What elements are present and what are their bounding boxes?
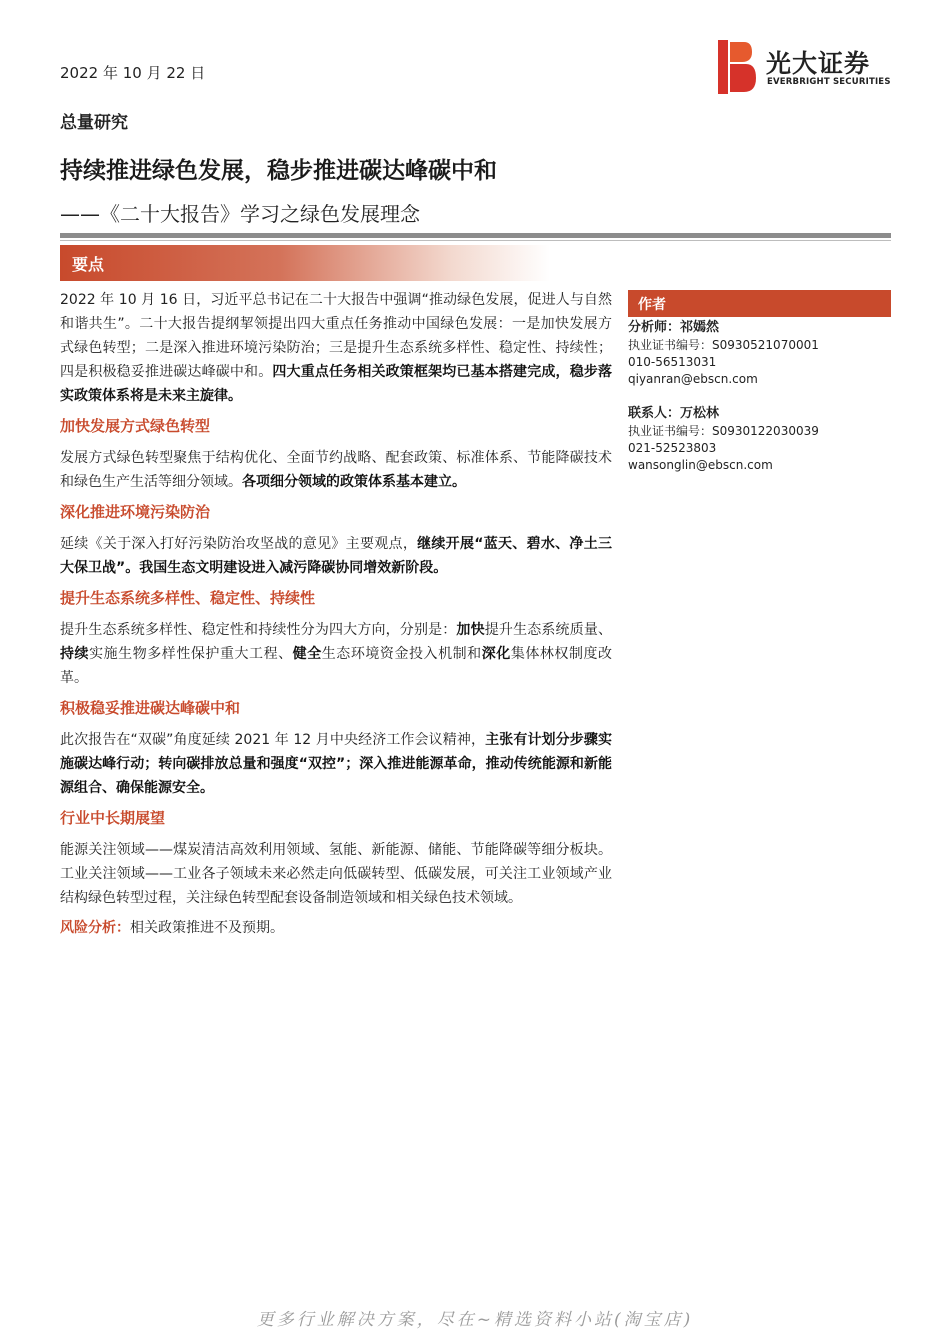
report-subtitle: ——《二十大报告》学习之绿色发展理念 — [60, 202, 420, 226]
section-text: 实施生物多样性保护重大工程、 — [89, 646, 293, 662]
section-emphasis: 加快 — [456, 622, 485, 638]
section-text: 发展方式绿色转型聚焦于结构优化、全面节约战略、配套政策、标准体系、节能降碳技术和绿色生产生活等细分领域。 — [60, 450, 612, 490]
footer-watermark: 更多行业解决方案，尽在~精选资料小站(淘宝店) — [256, 1310, 694, 1330]
key-points-banner — [60, 245, 550, 281]
logo-text-cn: 光大证券 — [766, 49, 871, 78]
section-paragraph-carbon-neutrality — [60, 728, 612, 800]
section-title-green-transition: 加快发展方式绿色转型 — [60, 417, 211, 435]
author-banner — [628, 290, 891, 317]
risk-paragraph — [60, 916, 612, 940]
section-title-carbon-neutrality: 积极稳妥推进碳达峰碳中和 — [60, 699, 241, 717]
section-text: 延续《关于深入打好污染防治攻坚战的意见》主要观点， — [60, 536, 418, 552]
report-category: 总量研究 — [60, 113, 128, 133]
report-date: 2022 年 10 月 22 日 — [60, 64, 206, 82]
section-emphasis: 主张有计划分步骤实施碳达峰行动；转向碳排放总量和强度“双控”；深入推进能源革命，推动传统能源和新能源组合、确保能源安全。 — [60, 732, 613, 796]
section-emphasis: 深化 — [481, 646, 511, 662]
section-text: 生态环境资金投入机制和 — [321, 646, 482, 662]
report-title: 持续推进绿色发展，稳步推进碳达峰碳中和 — [60, 158, 497, 184]
company-logo — [718, 40, 893, 96]
section-emphasis: 健全 — [292, 646, 322, 662]
analyst-block — [628, 318, 891, 388]
author-label: 作者 — [638, 297, 666, 313]
section-emphasis: 继续开展“蓝天、碧水、净土三大保卫战”。我国生态文明建设进入减污降碳协同增效新阶段。 — [60, 536, 613, 576]
intro-emphasis: 四大重点任务相关政策框架均已基本搭建完成，稳步落实政策体系将是未来主旋律。 — [60, 364, 613, 404]
contact-phone: 021-52523803 — [628, 441, 717, 455]
section-emphasis: 持续 — [60, 646, 90, 662]
section-text: 提升生态系统质量、 — [484, 622, 613, 638]
section-paragraph-ecosystem — [60, 618, 612, 690]
intro-text: 2022 年 10 月 16 日，习近平总书记在二十大报告中强调“推动绿色发展，促进人与自然和谐共生”。二十大报告提纲挈领提出四大重点任务推动中国绿色发展：一是加快发展方式绿色转型；二是深入推进环境污染防治；三是提升生态系统多样性、稳定性、持续性；四是积极稳妥推进碳达峰碳中和。 — [60, 292, 612, 380]
section-title-outlook: 行业中长期展望 — [60, 809, 166, 827]
contact-block — [628, 404, 891, 474]
analyst-cert: 执业证书编号：S0930521070001 — [628, 338, 819, 352]
header-divider — [60, 233, 891, 238]
section-text: 此次报告在“双碳”角度延续 2021 年 12 月中央经济工作会议精神， — [60, 732, 486, 748]
risk-label: 风险分析： — [60, 920, 130, 936]
contact-email[interactable]: wansonglin@ebscn.com — [628, 458, 773, 472]
header-divider-thin — [60, 240, 891, 241]
section-paragraph-green-transition — [60, 446, 612, 494]
risk-text: 相关政策推进不及预期。 — [130, 920, 284, 936]
analyst-name: 分析师：祁嫣然 — [628, 320, 720, 335]
analyst-phone: 010-56513031 — [628, 355, 717, 369]
intro-paragraph — [60, 288, 612, 408]
section-emphasis: 各项细分领域的政策体系基本建立。 — [242, 474, 466, 490]
section-title-ecosystem: 提升生态系统多样性、稳定性、持续性 — [60, 589, 316, 607]
section-paragraph-pollution-control — [60, 532, 612, 580]
key-points-body — [60, 288, 612, 940]
section-text: 提升生态系统多样性、稳定性和持续性分为四大方向，分别是： — [60, 622, 457, 638]
key-points-label: 要点 — [72, 255, 105, 274]
contact-name: 联系人：万松林 — [628, 406, 720, 421]
author-info — [628, 318, 891, 490]
section-paragraph-outlook: 能源关注领域——煤炭清洁高效利用领域、氢能、新能源、储能、节能降碳等细分板块。工业关注领域——工业各子领域未来必然走向低碳转型、低碳发展，可关注工业领域产业结构绿色转型过程，关注绿色转型配套设备制造领域和相关绿色技术领域。 — [60, 842, 612, 906]
contact-cert: 执业证书编号：S0930122030039 — [628, 424, 819, 438]
logo-text-en: EVERBRIGHT SECURITIES — [767, 77, 891, 87]
section-text: 集体林权制度改革。 — [60, 646, 613, 686]
everbright-logo-icon — [718, 40, 756, 94]
section-title-pollution-control: 深化推进环境污染防治 — [60, 503, 211, 521]
analyst-email[interactable]: qiyanran@ebscn.com — [628, 372, 758, 386]
